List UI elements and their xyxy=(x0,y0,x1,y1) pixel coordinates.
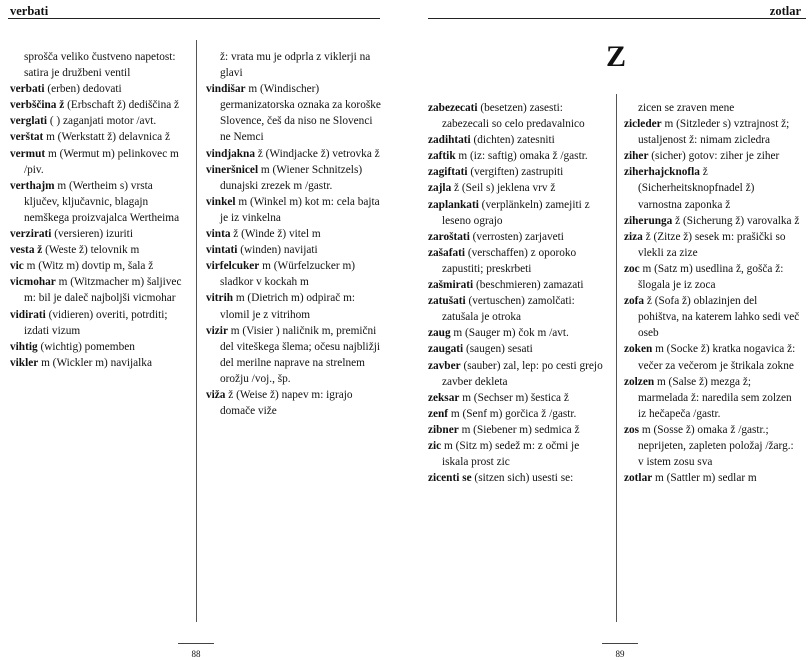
dictionary-entry xyxy=(10,274,186,306)
entry-headword: zabezecati xyxy=(428,102,478,114)
right-page xyxy=(416,0,809,660)
dictionary-entry xyxy=(428,325,608,341)
dictionary-entry xyxy=(624,470,800,486)
dictionary-entry xyxy=(10,81,186,97)
dictionary-entry xyxy=(206,323,384,387)
dictionary-entry xyxy=(624,293,800,341)
dictionary-entry xyxy=(206,226,384,242)
entry-definition: (winden) navijati xyxy=(237,244,318,257)
page-number: 88 xyxy=(191,649,201,659)
entry-headword: verbščina ž xyxy=(10,99,65,112)
entry-definition: m (Sattler m) sedlar m xyxy=(652,472,757,485)
column-divider xyxy=(196,40,197,622)
dictionary-entry xyxy=(10,242,186,258)
entry-headword: ziherunga xyxy=(624,214,673,227)
column-divider xyxy=(616,94,617,622)
page-number: 89 xyxy=(615,649,625,659)
entry-headword: vic xyxy=(10,260,24,273)
dictionary-entry xyxy=(624,261,800,293)
entry-definition: m (Dietrich m) odpirač m: vlomil je z vitrihom xyxy=(220,292,356,321)
dictionary-entry xyxy=(206,387,384,419)
entry-definition: m (iz: saftig) omaka ž /gastr. xyxy=(455,150,588,163)
entries-column-1 xyxy=(428,100,608,486)
entry-definition: (vidieren) overiti, potrditi; izdati vizum xyxy=(24,308,168,337)
entry-headword: zaftik xyxy=(428,150,456,163)
entry-definition: (besetzen) zasesti: zabezecali so celo predavalnico xyxy=(442,102,585,131)
folio-rule xyxy=(178,643,214,644)
dictionary-entry xyxy=(206,49,384,81)
entry-definition: ž (Winde ž) vitel m xyxy=(230,228,321,241)
dictionary-entry xyxy=(428,164,608,180)
entry-definition: zicen se zraven mene xyxy=(638,102,735,114)
dictionary-entry xyxy=(428,132,608,148)
entry-definition: m (Würfelzucker m) sladkor v kockah m xyxy=(220,260,355,289)
entry-definition: m (Senf m) gorčica ž /gastr. xyxy=(448,407,577,420)
entry-definition: (beschmieren) zamazati xyxy=(473,279,584,292)
entry-definition: (vergiften) zastrupiti xyxy=(467,166,564,179)
entry-definition: m (Witz m) dovtip m, šala ž xyxy=(23,260,154,273)
dictionary-entry xyxy=(624,374,800,422)
entry-headword: zolzen xyxy=(624,375,655,388)
entry-definition: m (Witzmacher m) šaljivec m: bil je dalеč najboljši vicmohar xyxy=(24,276,182,305)
entry-definition: ž: vrata mu je odprla z viklerji na glavi xyxy=(220,51,371,80)
entry-headword: vicmohar xyxy=(10,276,56,289)
entry-definition: m (Wermut m) pelinkovec m /piv. xyxy=(24,147,179,176)
entry-definition: (vertuschen) zamolčati: zatušala je otroka xyxy=(442,295,575,324)
entry-headword: zaplankati xyxy=(428,198,479,211)
entry-headword: zenf xyxy=(428,407,449,420)
entry-definition: m (Visier ) naličnik m, premični del viteškega šlema; očesu najbližji del merilne naprave na strelnem orožju /voj., šp. xyxy=(220,324,380,385)
entry-definition: m (Werkstatt ž) delavnica ž xyxy=(43,131,170,144)
dictionary-entry xyxy=(206,258,384,290)
entry-headword: ziza xyxy=(624,230,643,243)
running-head: zotlar xyxy=(769,4,801,18)
dictionary-entry xyxy=(428,470,608,486)
entry-definition: ž (Sicherung ž) varovalka ž xyxy=(672,214,800,227)
dictionary-entry xyxy=(206,290,384,322)
entry-headword: vindišar xyxy=(206,83,246,96)
entry-headword: verthajm xyxy=(10,179,55,192)
entry-headword: vihtig xyxy=(10,340,38,353)
entry-headword: zibner xyxy=(428,423,459,436)
dictionary-entry xyxy=(428,406,608,422)
entry-definition: sprošča veliko čustveno napetost: satira je družbeni ventil xyxy=(24,51,176,80)
entry-headword: ziher xyxy=(624,150,649,163)
entry-definition: m (Socke ž) kratka nogavica ž: večer za večerom je štrikala zokne xyxy=(638,343,796,372)
entry-headword: zicenti se xyxy=(428,472,472,485)
dictionary-entry xyxy=(624,341,800,373)
dictionary-entry xyxy=(428,277,608,293)
entry-headword: zašafati xyxy=(428,246,466,259)
dictionary-entry xyxy=(10,97,186,113)
entry-definition: m (Sauger m) čok m /avt. xyxy=(450,327,569,340)
entry-headword: zofa xyxy=(624,295,645,308)
entry-headword: ziherhajcknofla xyxy=(624,166,700,179)
entry-headword: zaroštati xyxy=(428,230,470,243)
header-rule xyxy=(8,18,380,19)
entries-column-2 xyxy=(206,49,384,419)
entry-definition: ž (Zitze ž) sesek m: prašički so vlekli za zize xyxy=(638,230,786,259)
entry-definition: (sauber) zal, lep: po cesti grejo zavber dekleta xyxy=(442,359,603,388)
entry-headword: zaug xyxy=(428,327,451,340)
entry-headword: vineršnicel xyxy=(206,163,259,176)
entry-headword: vidirati xyxy=(10,308,46,321)
entry-headword: zatušati xyxy=(428,295,466,308)
entry-definition: m (Satz m) usedlina ž, gošča ž: šlogala je iz zoca xyxy=(638,262,784,292)
entry-definition: (versieren) izuriti xyxy=(51,228,133,241)
entry-headword: zaugati xyxy=(428,343,464,356)
entry-definition: ( ) zaganjati motor /avt. xyxy=(47,115,157,128)
entry-definition: m (Salse ž) mezga ž; marmelada ž: naredila sem zolzen iz hečapeča /gastr. xyxy=(638,375,792,420)
entry-headword: zicleder xyxy=(624,118,662,131)
section-letter: Z xyxy=(606,40,627,73)
entry-headword: verzirati xyxy=(10,228,52,241)
entry-headword: zos xyxy=(624,423,640,436)
entry-headword: zic xyxy=(428,439,442,452)
entry-definition: (Erbschaft ž) dediščina ž xyxy=(64,99,180,112)
running-head: verbati xyxy=(10,4,49,18)
entry-headword: zagiftati xyxy=(428,166,468,179)
dictionary-entry xyxy=(10,307,186,339)
entry-definition: (sicher) gotov: ziher je ziher xyxy=(648,150,780,163)
dictionary-entry xyxy=(428,422,608,438)
entry-definition: (wichtig) pomemben xyxy=(37,340,135,353)
dictionary-entry xyxy=(10,113,186,129)
entry-definition: m (Sitz m) sedež m: z očmi je iskala prost zic xyxy=(441,439,580,469)
dictionary-entry xyxy=(624,116,800,148)
entry-definition: ž (Sofa ž) oblazinjen del pohištva, na katerem lahko sedi več oseb xyxy=(638,295,800,340)
entry-headword: verbati xyxy=(10,83,45,96)
dictionary-entry xyxy=(624,229,800,261)
entry-definition: m (Windischer) germanizatorska oznaka za koroške Slovence, češ da niso ne Slovenci ne Nemci xyxy=(220,83,381,144)
dictionary-entry xyxy=(428,358,608,390)
entry-headword: viža xyxy=(206,388,226,401)
dictionary-entry xyxy=(206,242,384,258)
entry-definition: (verplänkeln) zamejiti z leseno ograjo xyxy=(442,198,590,227)
entry-headword: vintati xyxy=(206,244,238,257)
dictionary-entry xyxy=(10,258,186,274)
dictionary-entry xyxy=(428,438,608,470)
entry-headword: zadihtati xyxy=(428,134,471,147)
entries-column-1 xyxy=(10,49,186,371)
entry-headword: vindjakna xyxy=(206,147,255,160)
dictionary-entry xyxy=(428,293,608,325)
dictionary-entry xyxy=(624,164,800,212)
entry-headword: zajla xyxy=(428,182,452,195)
entry-headword: zoc xyxy=(624,262,640,275)
entry-headword: verglati xyxy=(10,115,48,128)
dictionary-entry xyxy=(428,245,608,277)
entry-definition: ž (Windjacke ž) vetrovka ž xyxy=(254,147,380,160)
entry-definition: m (Sitzleder s) vztrajnost ž; ustaljenost ž: nimam zicledra xyxy=(638,118,790,147)
entry-definition: (erben) dedovati xyxy=(44,83,122,96)
entry-headword: vitrih xyxy=(206,292,233,305)
entries-column-2 xyxy=(624,100,800,486)
entry-headword: zoken xyxy=(624,343,653,356)
entry-definition: (verrosten) zarjaveti xyxy=(469,230,564,243)
dictionary-entry xyxy=(428,100,608,132)
left-page xyxy=(0,0,400,660)
entry-definition: m (Wickler m) navijalka xyxy=(38,356,152,369)
entry-headword: vinta xyxy=(206,228,231,241)
entry-headword: zašmirati xyxy=(428,279,474,292)
dictionary-entry xyxy=(428,180,608,196)
dictionary-entry xyxy=(428,341,608,357)
entry-headword: vizir xyxy=(206,324,228,337)
entry-definition: m (Sechser m) šestica ž xyxy=(459,391,569,404)
entry-definition: (verschaffen) z oporoko zapustiti; preskrbeti xyxy=(442,246,577,275)
entry-definition: ž (Sicherheitsknopfnadel ž) varnostna zaponka ž xyxy=(638,166,755,211)
dictionary-entry xyxy=(624,213,800,229)
dictionary-entry xyxy=(206,162,384,194)
entry-headword: zeksar xyxy=(428,391,460,404)
dictionary-entry xyxy=(10,129,186,145)
entry-definition: m (Sosse ž) omaka ž /gastr.; neprijeten, zapleten položaj /žarg.: v istem zosu sva xyxy=(638,423,794,469)
entry-headword: zavber xyxy=(428,359,461,372)
entry-definition: m (Wiener Schnitzels) dunajski zrezek m /gastr. xyxy=(220,163,363,192)
entry-definition: (saugen) sesati xyxy=(463,343,533,356)
entry-headword: zotlar xyxy=(624,472,653,485)
dictionary-entry xyxy=(428,148,608,164)
dictionary-entry xyxy=(206,146,384,162)
dictionary-entry xyxy=(10,146,186,178)
entry-definition: m (Winkel m) kot m: cela bajta je iz vinkelna xyxy=(220,195,380,224)
entry-definition: ž (Seil s) jeklena vrv ž xyxy=(451,182,556,195)
header-rule xyxy=(428,18,806,19)
entry-definition: ž (Weise ž) napev m: igrajo domače viže xyxy=(220,388,353,418)
dictionary-entry xyxy=(206,81,384,145)
dictionary-entry xyxy=(10,178,186,226)
entry-definition: (sitzen sich) usesti se: xyxy=(471,472,574,485)
dictionary-entry xyxy=(10,339,186,355)
dictionary-entry xyxy=(10,226,186,242)
dictionary-entry xyxy=(428,390,608,406)
entry-headword: virfelcuker xyxy=(206,260,260,273)
dictionary-entry xyxy=(10,355,186,371)
folio-rule xyxy=(602,643,638,644)
dictionary-entry xyxy=(624,148,800,164)
dictionary-entry xyxy=(428,197,608,229)
dictionary-entry xyxy=(10,49,186,81)
dictionary-entry xyxy=(428,229,608,245)
entry-definition: (dichten) zatesniti xyxy=(470,134,555,147)
entry-headword: verštat xyxy=(10,131,44,144)
entry-headword: vikler xyxy=(10,356,39,369)
entry-definition: (Weste ž) telovnik m xyxy=(42,244,140,257)
entry-headword: vesta ž xyxy=(10,244,43,257)
entry-definition: m (Siebener m) sedmica ž xyxy=(458,423,580,436)
dictionary-entry xyxy=(624,100,800,116)
dictionary-entry xyxy=(206,194,384,226)
dictionary-entry xyxy=(624,422,800,470)
entry-headword: vinkel xyxy=(206,195,236,208)
entry-definition: m (Wertheim s) vrsta ključev, ključavnic, blagajn nemškega proizvajalca Wertheima xyxy=(24,179,180,224)
entry-headword: vermut xyxy=(10,147,46,160)
